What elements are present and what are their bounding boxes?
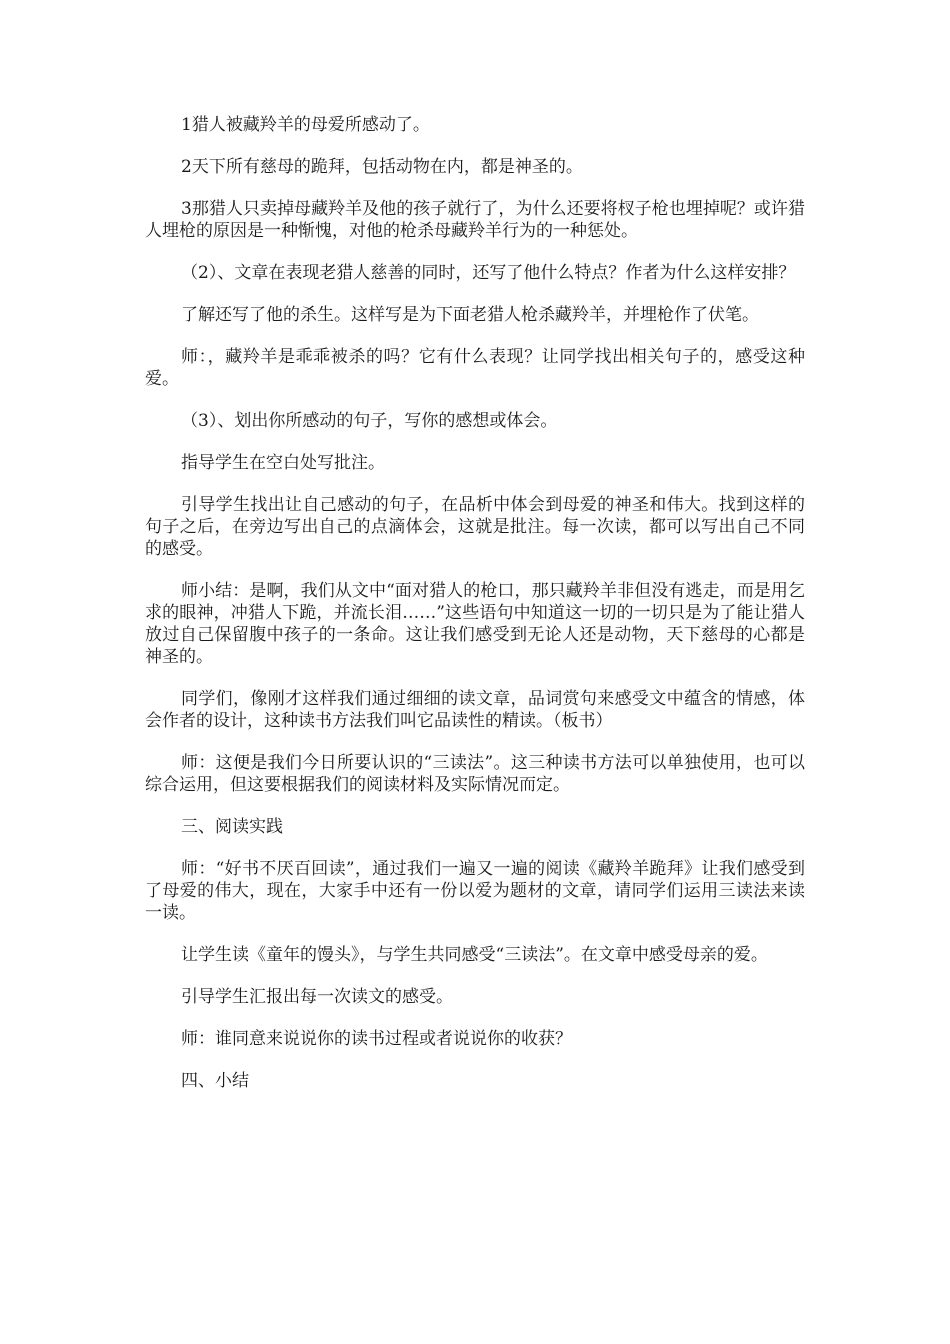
paragraph-question-3: （3）、划出你所感动的句子，写你的感想或体会。 [181, 411, 558, 431]
paragraph-teacher-question: 师：，藏羚羊是乖乖被杀的吗？它有什么表现？让同学找出相关句子的，感受这种爱。 [145, 347, 805, 389]
paragraph-teacher-ask: 师：谁同意来说说你的读书过程或者说说你的收获？ [181, 1029, 572, 1049]
paragraph-reason-3: 3那猎人只卖掉母藏羚羊及他的孩子就行了，为什么还要将杈子枪也埋掉呢？或许猎人埋枪的原因是一种惭愧，对他的枪杀母藏羚羊行为的一种惩处。 [145, 199, 805, 241]
paragraph-good-books: 师：“好书不厌百回读”，通过我们一遍又一遍的阅读《藏羚羊跪拜》让我们感受到了母爱的伟大，现在，大家手中还有一份以爱为题材的文章，请同学们运用三读法来读一读。 [145, 859, 805, 923]
section-heading-summary: 四、小结 [181, 1071, 249, 1091]
document-body [145, 114, 805, 1112]
paragraph-question-2: （2）、文章在表现老猎人慈善的同时，还写了他什么特点？作者为什么这样安排？ [181, 263, 796, 283]
paragraph-teacher-summary: 师小结：是啊，我们从文中“面对猎人的枪口，那只藏羚羊非但没有逃走，而是用乞求的眼神，冲猎人下跪，并流长泪……”这些语句中知道这一切的一切只是为了能让猎人放过自己保留腹中孩子的一条命。这让我们感受到无论人还是动物，天下慈母的心都是神圣的。 [145, 581, 805, 667]
paragraph-reason-1: 1猎人被藏羚羊的母爱所感动了。 [181, 115, 430, 135]
paragraph-childhood-bun: 让学生读《童年的馒头》，与学生共同感受“三读法”。在文章中感受母亲的爱。 [181, 945, 768, 965]
paragraph-report: 引导学生汇报出每一次读文的感受。 [181, 987, 453, 1007]
paragraph-intensive-reading: 同学们，像刚才这样我们通过细细的读文章，品词赏句来感受文中蕴含的情感，体会作者的设计，这种读书方法我们叫它品读性的精读。（板书） [145, 689, 805, 731]
paragraph-reason-2: 2天下所有慈母的跪拜，包括动物在内，都是神圣的。 [181, 157, 583, 177]
paragraph-three-reading-method: 师：这便是我们今日所要认识的“三读法”。这三种读书方法可以单独使用，也可以综合运用，但这要根据我们的阅读材料及实际情况而定。 [145, 753, 805, 795]
paragraph-guide-sentences: 引导学生找出让自己感动的句子，在品析中体会到母爱的神圣和伟大。找到这样的句子之后，在旁边写出自己的点滴体会，这就是批注。每一次读，都可以写出自己不同的感受。 [145, 495, 805, 559]
paragraph-answer-2: 了解还写了他的杀生。这样写是为下面老猎人枪杀藏羚羊，并埋枪作了伏笔。 [181, 305, 759, 325]
paragraph-guide-annotation: 指导学生在空白处写批注。 [181, 453, 385, 473]
section-heading-reading-practice: 三、阅读实践 [181, 817, 283, 837]
